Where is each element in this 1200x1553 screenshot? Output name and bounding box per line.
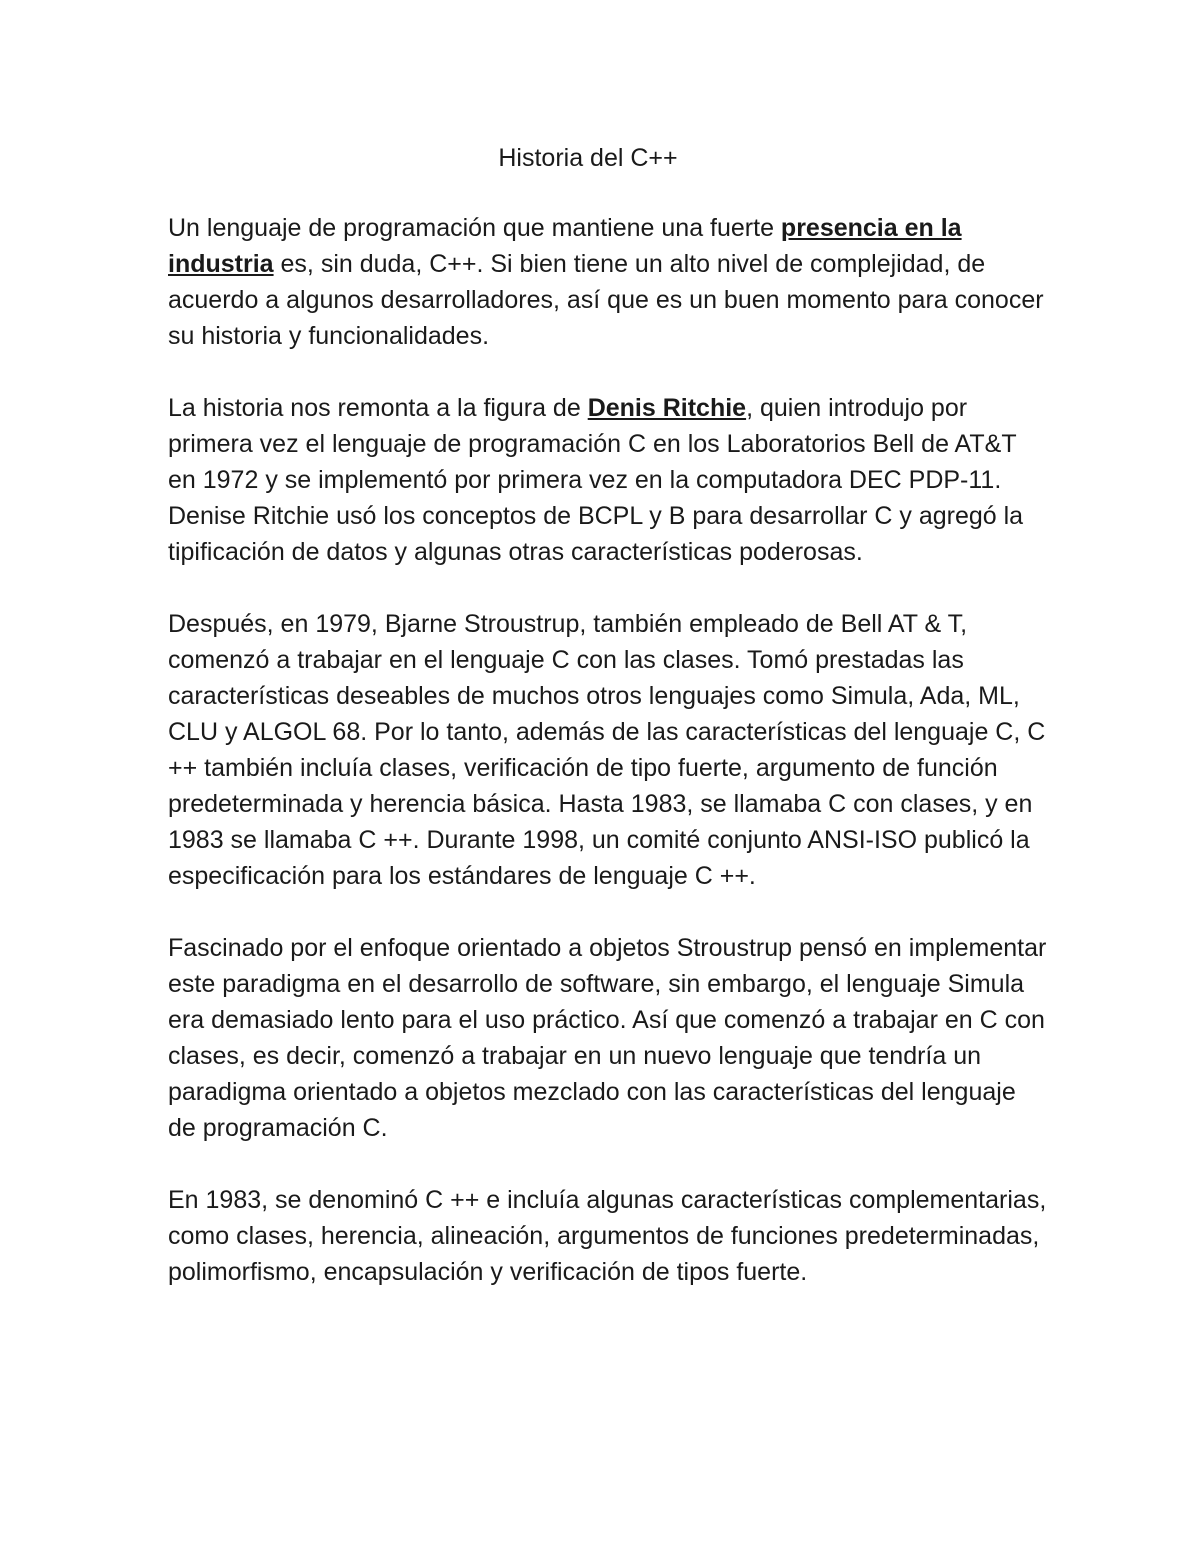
paragraph-intro	[168, 210, 1048, 354]
paragraph-stroustrup: Después, en 1979, Bjarne Stroustrup, también empleado de Bell AT & T, comenzó a trabajar en el lenguaje C con las clases. Tomó prestadas las características deseables de muchos otros lenguajes como Simula, Ada, ML, CLU y ALGOL 68. Por lo tanto, además de las características del lenguaje C, C ++ también incluía clases, verificación de tipo fuerte, argumento de función predeterminada y herencia básica. Hasta 1983, se llamaba C con clases, y en 1983 se llamaba C ++. Durante 1998, un comité conjunto ANSI-ISO publicó la especificación para los estándares de lenguaje C ++.	[168, 610, 1046, 890]
paragraph-1983: En 1983, se denominó C ++ e incluía algunas características complementarias, como clases, herencia, alineación, argumentos de funciones predeterminadas, polimorfismo, encapsulación y verificación de tipos fuerte.	[168, 1186, 1047, 1286]
paragraph-intro-text-after: es, sin duda, C++. Si bien tiene un alto nivel de complejidad, de acuerdo a algunos desarrolladores, así que es un buen momento para conocer su historia y funcionalidades.	[168, 250, 1044, 350]
document-title: Historia del C++	[498, 144, 678, 172]
document-body	[168, 140, 1048, 1326]
paragraph-intro-text-before: Un lenguaje de programación que mantiene una fuerte	[168, 214, 781, 242]
link-presencia-industria[interactable]: presencia en la industria	[168, 214, 962, 278]
paragraph-ritchie-text-after: , quien introdujo por primera vez el lenguaje de programación C en los Laboratorios Bell de AT&T en 1972 y se implementó por primera vez en la computadora DEC PDP-11. Denise Ritchie usó los conceptos de BCPL y B para desarrollar C y agregó la tipificación de datos y algunas otras características poderosas.	[168, 394, 1024, 566]
link-denis-ritchie[interactable]: Denis Ritchie	[587, 394, 747, 422]
paragraph-ritchie-text-before: La historia nos remonta a la figura de	[168, 394, 588, 422]
paragraph-ritchie	[168, 390, 1048, 570]
paragraph-oop: Fascinado por el enfoque orientado a objetos Stroustrup pensó en implementar este paradigma en el desarrollo de software, sin embargo, el lenguaje Simula era demasiado lento para el uso práctico. Así que comenzó a trabajar en C con clases, es decir, comenzó a trabajar en un nuevo lenguaje que tendría un paradigma orientado a objetos mezclado con las características del lenguaje de programación C.	[168, 934, 1047, 1142]
